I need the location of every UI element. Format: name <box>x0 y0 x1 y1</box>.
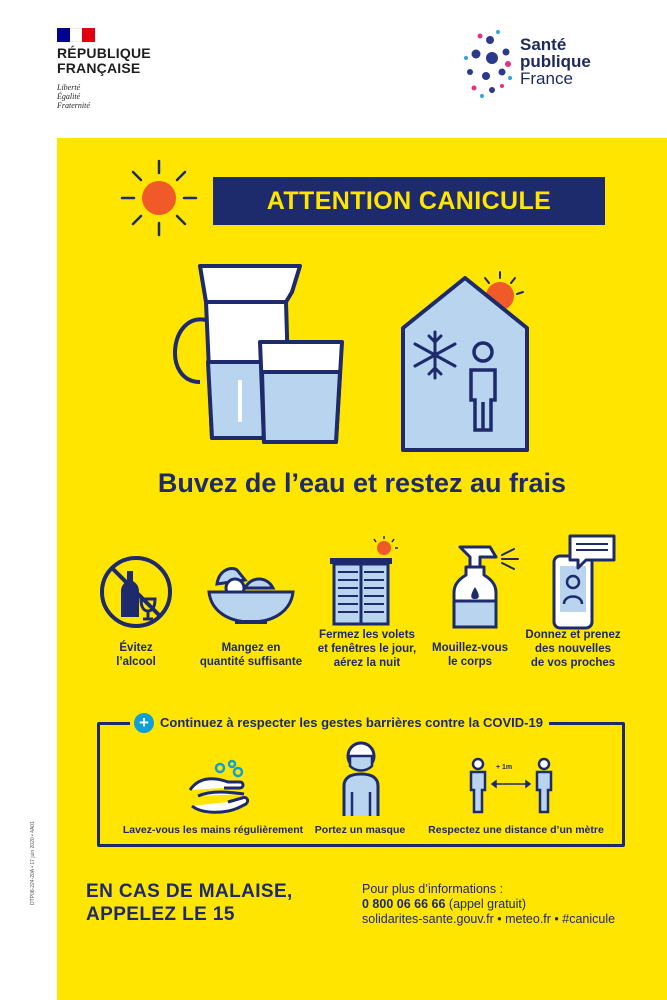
tip-spray-line2: le corps <box>447 656 493 668</box>
rf-motto <box>57 83 90 110</box>
tip-spray-line1: Mouillez-vous <box>431 642 509 654</box>
marianne-flag-icon <box>57 28 95 42</box>
info-links[interactable]: solidarites-sante.gouv.fr • meteo.fr • #canicule <box>362 912 616 926</box>
tip-spray <box>420 641 520 669</box>
malaise-notice <box>86 880 293 926</box>
spf-wordmark <box>520 36 591 87</box>
tip-shutters-line2: et fenêtres le jour, <box>317 643 417 655</box>
hand-wash-icon <box>188 760 252 816</box>
house-icon <box>395 270 535 460</box>
side-code: DTP08-224-20A • 17 juin 2020 • 4A01 <box>30 821 36 905</box>
spray-bottle-icon <box>440 543 526 631</box>
shutters-icon <box>328 536 408 628</box>
phone-message-icon <box>552 532 618 632</box>
sun-icon <box>118 157 200 239</box>
rf-line1: RÉPUBLIQUE <box>57 45 151 61</box>
tip-food-line2: quantité suffisante <box>199 656 303 668</box>
tip-shutters-line1: Fermez les volets <box>319 629 415 641</box>
info-phone[interactable]: 0 800 06 66 66 <box>362 897 446 911</box>
tip-alcohol-line2: l’alcool <box>116 656 156 668</box>
sante-publique-france-logo-icon <box>462 28 514 108</box>
tip-news-line2: des nouvelles <box>534 643 612 655</box>
tip-shutters <box>306 628 428 670</box>
distance-label: + 1m <box>496 764 513 771</box>
rf-line2: FRANÇAISE <box>57 60 141 76</box>
headline: Buvez de l’eau et restez au frais <box>157 468 567 498</box>
tip-news-line1: Donnez et prenez <box>525 629 621 641</box>
rf-motto-egalite: Égalité <box>57 92 81 101</box>
tip-alcohol-line1: Évitez <box>119 642 153 654</box>
covid-title: Continuez à respecter les gestes barrières contre la COVID-19 <box>160 715 543 730</box>
rf-motto-liberte: Liberté <box>57 83 81 92</box>
tip-news <box>516 628 630 670</box>
malaise-line1: EN CAS DE MALAISE, <box>86 881 293 902</box>
spf-line2: publique <box>520 52 591 71</box>
spf-line3: France <box>520 69 573 88</box>
attention-canicule-title: ATTENTION CANICULE <box>213 177 605 225</box>
covid-title-row <box>130 712 549 734</box>
gesture-mask-label: Portez un masque <box>314 824 406 836</box>
tip-food <box>190 641 312 669</box>
jug-icon <box>160 262 370 452</box>
info-block <box>362 882 615 927</box>
spf-line1: Santé <box>520 35 567 54</box>
tip-alcohol <box>96 641 176 669</box>
tip-news-line3: de vos proches <box>530 657 616 669</box>
gesture-distance-label: Respectez une distance d’un mètre <box>428 824 604 836</box>
gesture-wash-label: Lavez-vous les mains régulièrement <box>122 824 304 836</box>
food-bowl-icon <box>205 558 297 630</box>
republique-francaise-logo <box>57 46 151 76</box>
info-line1: Pour plus d’informations : <box>362 882 504 896</box>
no-alcohol-icon <box>97 553 175 631</box>
tip-shutters-line3: aérez la nuit <box>333 657 401 669</box>
mask-icon <box>340 740 382 820</box>
tip-food-line1: Mangez en <box>221 642 281 654</box>
info-phone-note: (appel gratuit) <box>448 897 527 911</box>
plus-icon: + <box>134 713 154 733</box>
malaise-line2: APPELEZ LE 15 <box>86 904 235 925</box>
rf-motto-fraternite: Fraternité <box>57 101 90 110</box>
